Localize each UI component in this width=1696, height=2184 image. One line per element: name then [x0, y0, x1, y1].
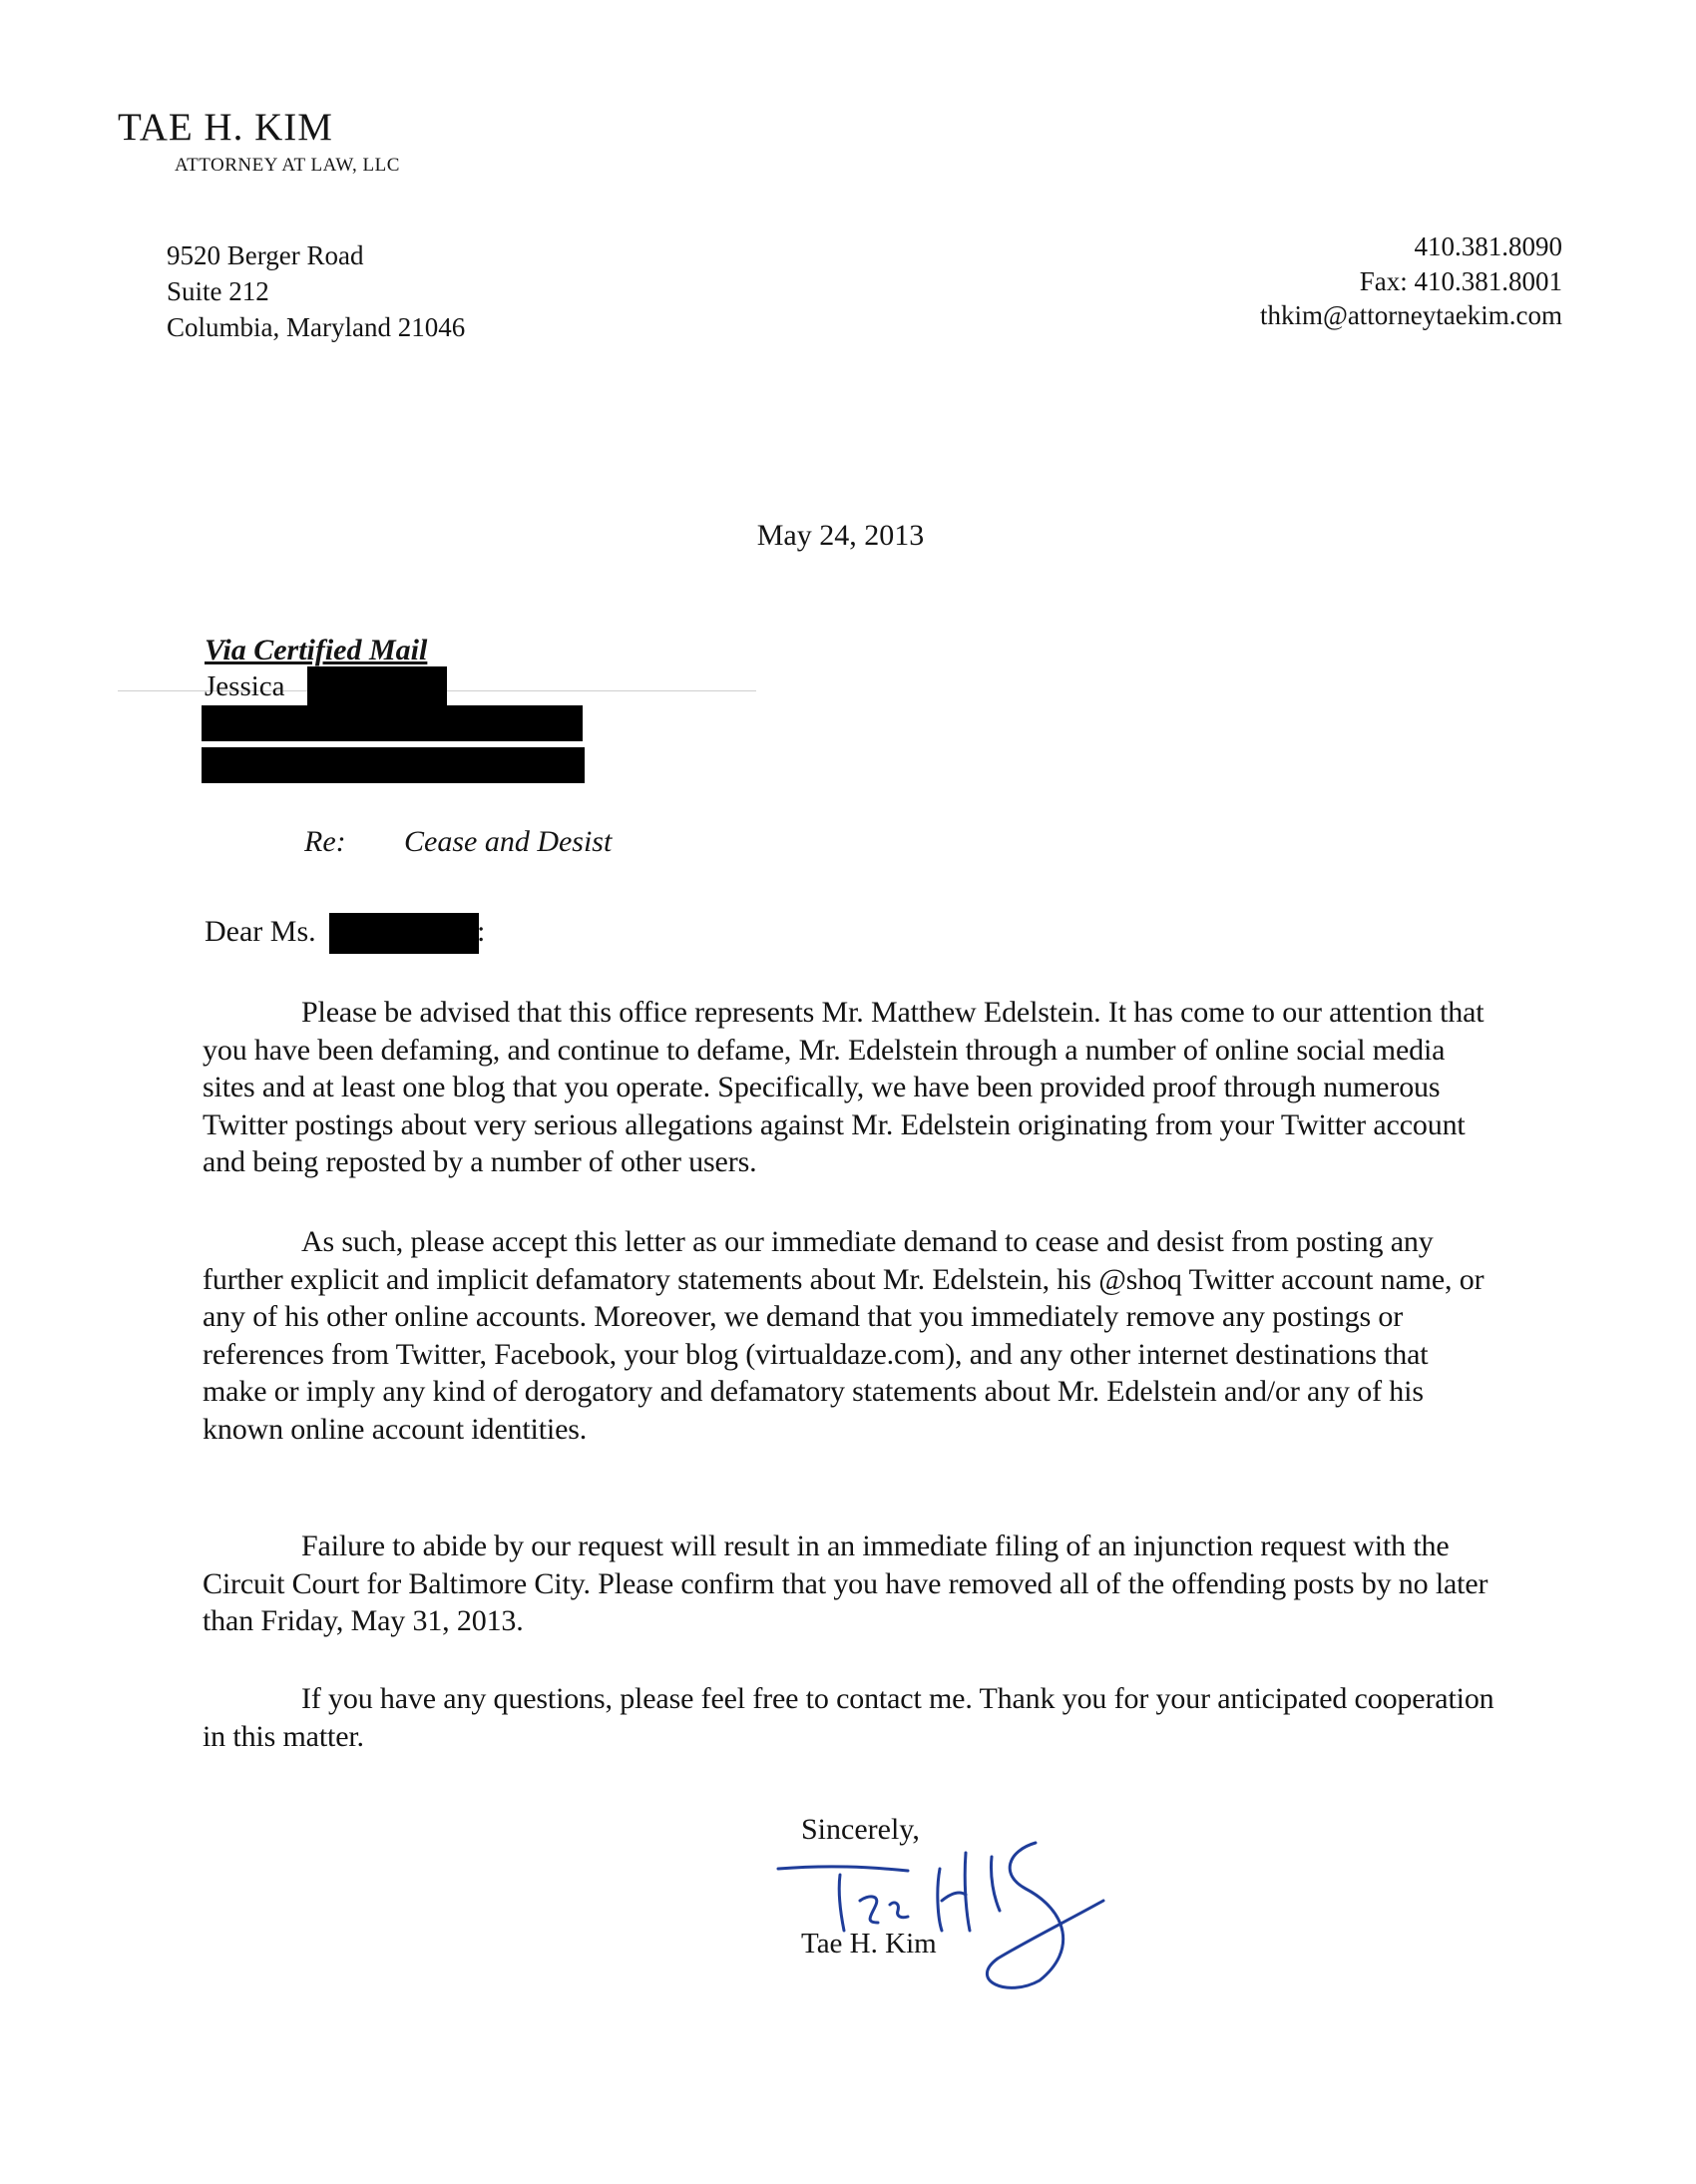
redaction-bar	[307, 666, 447, 706]
body-paragraph: Failure to abide by our request will result in an immediate filing of an injunction request with the Circuit Court for Baltimore City. Please confirm that you have removed all of the offending posts by no later than Friday, May 31, 2013.	[203, 1529, 1488, 1637]
re-label: Re:	[304, 825, 346, 858]
phone-number: 410.381.8090	[1414, 231, 1562, 261]
fax-number: Fax: 410.381.8001	[1359, 265, 1562, 296]
firm-contact	[1260, 229, 1562, 333]
letter-date: May 24, 2013	[756, 519, 925, 552]
signature-icon	[768, 1831, 1127, 1990]
delivery-method: Via Certified Mail	[205, 634, 428, 666]
firm-subtitle: ATTORNEY AT LAW, LLC	[175, 155, 400, 176]
recipient-first-name: Jessica	[205, 670, 285, 702]
firm-name: TAE H. KIM	[118, 106, 333, 149]
salutation: Dear Ms.	[205, 915, 316, 948]
valediction: Sincerely,	[801, 1813, 920, 1846]
address-line: Suite 212	[167, 276, 269, 306]
redaction-bar	[202, 705, 583, 741]
firm-address	[167, 237, 465, 345]
signer-name: Tae H. Kim	[801, 1928, 937, 1960]
body-paragraph: As such, please accept this letter as our immediate demand to cease and desist from posting any further explicit and implicit defamatory statements about Mr. Edelstein, his @shoq Twitter account name, or any of his other online accounts. Moreover, we demand that you immediately remove any postings or references from Twitter, Facebook, your blog (virtualdaze.com), and any other internet destinations that make or imply any kind of derogatory and defamatory statements about Mr. Edelstein and/or any of his known online account identities.	[203, 1225, 1484, 1446]
redaction-bar	[202, 747, 585, 783]
body-paragraph: Please be advised that this office represents Mr. Matthew Edelstein. It has come to our attention that you have been defaming, and continue to defame, Mr. Edelstein through a number of online social media sites and at least one blog that you operate. Specifically, we have been provided proof through numerous Twitter postings about very serious allegations against Mr. Edelstein originating from your Twitter account and being reposted by a number of other users.	[203, 996, 1484, 1178]
redaction-bar	[329, 913, 479, 954]
email-address: thkim@attorneytaekim.com	[1259, 300, 1562, 330]
body-paragraph: If you have any questions, please feel free to contact me. Thank you for your anticipated cooperation in this matter.	[203, 1682, 1494, 1753]
re-subject: Cease and Desist	[404, 825, 613, 858]
salutation-punctuation: :	[477, 915, 486, 948]
address-line: Columbia, Maryland 21046	[167, 312, 466, 342]
address-line: 9520 Berger Road	[167, 240, 364, 270]
